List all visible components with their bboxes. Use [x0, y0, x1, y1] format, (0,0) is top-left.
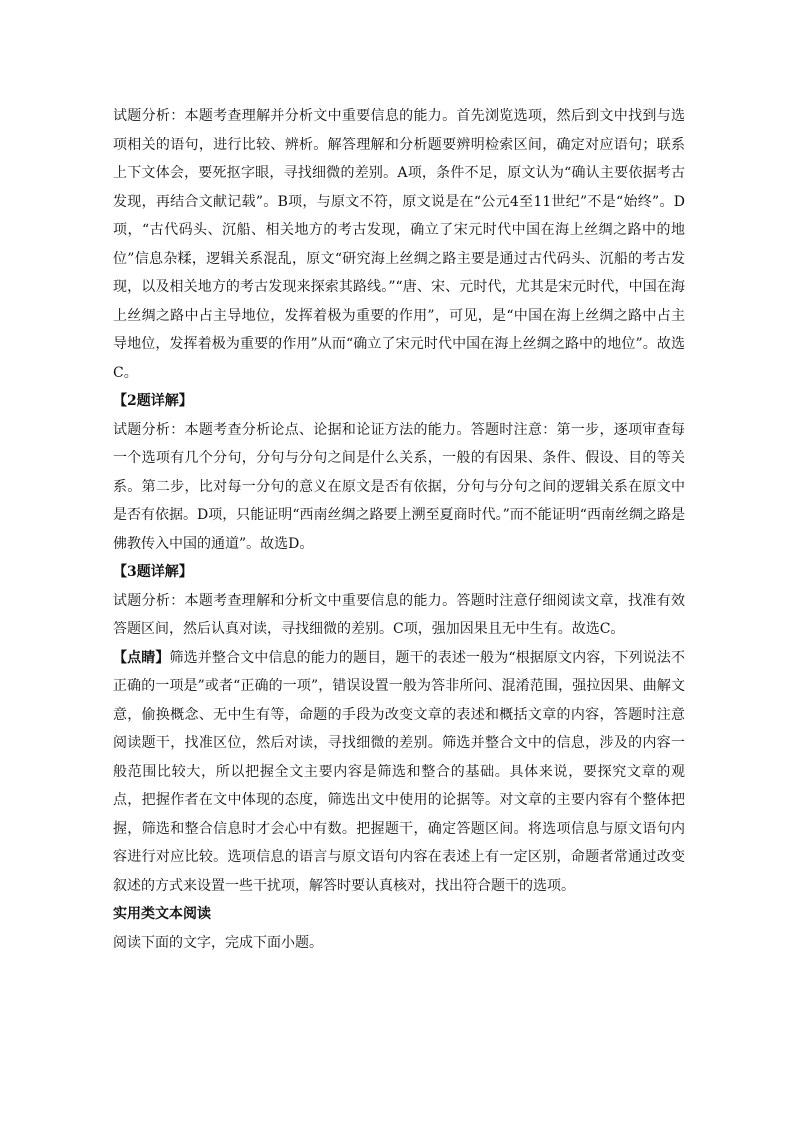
analysis-q2-paragraph: 试题分析：本题考查分析论点、论据和论证方法的能力。答题时注意：第一步，逐项审查每一个选项有几个分句，分句与分句之间是什么关系，一般的有因果、条件、假设、目的等关系。第二步，比对每一分句的意义在原文是否有依据，分句与分句之间的逻辑关系在原文中是否有依据。D项，只能证明“西南丝绸之路要上溯至夏商时代。”而不能证明“西南丝绸之路是佛教传入中国的通道”。故选D。: [113, 421, 685, 552]
section-title-practical-reading: 实用类文本阅读: [113, 906, 211, 922]
reading-instruction: 阅读下面的文字，完成下面小题。: [113, 934, 323, 951]
analysis-q3-paragraph: 试题分析：本题考查理解和分析文中重要信息的能力。答题时注意仔细阅读文章，找准有效答题区间，然后认真对读，寻找细微的差别。C项，强加因果且无中生有。故选C。: [113, 592, 685, 637]
document-page: [113, 102, 685, 957]
key-point-label: 【点睛】: [113, 649, 170, 666]
key-point-text: 筛选并整合文中信息的能力的题目，题干的表述一般为“根据原文内容，下列说法不正确的一项是”或者“正确的一项”，错误设置一般为答非所问、混淆范围，强拉因果、曲解文意，偷换概念、无中生有等，命题的手段为改变文章的表述和概括文章的内容，答题时注意阅读题干，找准区位，然后对读，寻找细微的差别。筛选并整合文中的信息，涉及的内容一般范围比较大，所以把握全文主要内容是筛选和整合的基础。具体来说，要探究文章的观点，把握作者在文中体现的态度，筛选出文中使用的论据等。对文章的主要内容有个整体把握，筛选和整合信息时才会心中有数。把握题干，确定答题区间。将选项信息与原文语句内容进行对应比较。选项信息的语言与原文语句内容在表述上有一定区别，命题者常通过改变叙述的方式来设置一些干扰项，解答时要认真核对，找出符合题干的选项。: [113, 649, 685, 894]
analysis-q1-paragraph: 试题分析：本题考查理解并分析文中重要信息的能力。首先浏览选项，然后到文中找到与选项相关的语句，进行比较、辨析。解答理解和分析题要辨明检索区间，确定对应语句；联系上下文体会，要死抠字眼，寻找细微的差别。A项，条件不足，原文认为“确认主要依据考古发现，再结合文献记载”。B项，与原文不符，原文说是在“公元4至11世纪”不是“始终”。D项，“古代码头、沉船、相关地方的考古发现，确立了宋元时代中国在海上丝绸之路中的地位”信息杂糅，逻辑关系混乱，原文“研究海上丝绸之路主要是通过古代码头、沉船的考古发现，以及相关地方的考古发现来探索其路线。”“唐、宋、元时代，尤其是宋元时代，中国在海上丝绸之路中占主导地位，发挥着极为重要的作用”，可见，是“中国在海上丝绸之路中占主导地位，发挥着极为重要的作用”从而“确立了宋元时代中国在海上丝绸之路中的地位”。故选C。: [113, 108, 685, 381]
q3-heading: 【3题详解】: [113, 564, 193, 580]
key-point-paragraph: [113, 644, 685, 901]
q2-heading: 【2题详解】: [113, 393, 193, 409]
